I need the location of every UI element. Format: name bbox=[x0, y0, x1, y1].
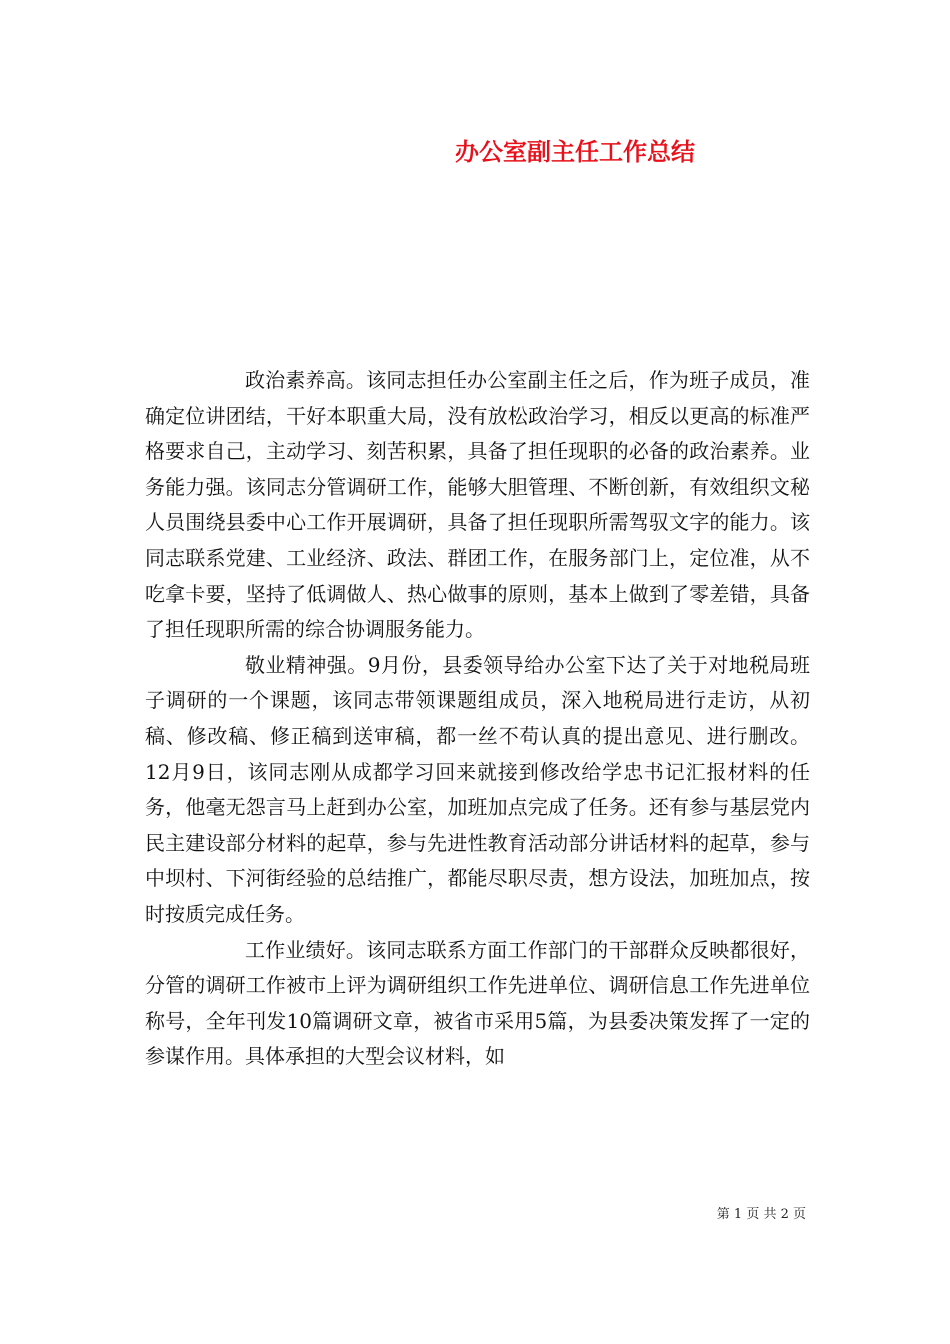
paragraph-work-performance: 工作业绩好。该同志联系方面工作部门的干部群众反映都很好，分管的调研工作被市上评为调研组织工作先进单位、调研信息工作先进单位称号，全年刊发10篇调研文章，被省市采用5篇，为县委决策发挥了一定的参谋作用。具体承担的大型会议材料，如 bbox=[145, 937, 810, 1069]
document-title: 办公室副主任工作总结 bbox=[455, 137, 695, 166]
document-body bbox=[145, 363, 810, 1075]
page-number-footer: 第 1 页 共 2 页 bbox=[716, 1207, 806, 1222]
paragraph-political-quality: 政治素养高。该同志担任办公室副主任之后，作为班子成员，准确定位讲团结，干好本职重大局，没有放松政治学习，相反以更高的标准严格要求自己，主动学习、刻苦积累，具备了担任现职的必备的政治素养。业务能力强。该同志分管调研工作，能够大胆管理、不断创新，有效组织文秘人员围绕县委中心工作开展调研，具备了担任现职所需驾驭文字的能力。该同志联系党建、工业经济、政法、群团工作，在服务部门上，定位准，从不吃拿卡要，坚持了低调做人、热心做事的原则，基本上做到了零差错，具备了担任现职所需的综合协调服务能力。 bbox=[145, 368, 810, 642]
paragraph-dedication: 敬业精神强。9月份，县委领导给办公室下达了关于对地税局班子调研的一个课题，该同志带领课题组成员，深入地税局进行走访，从初稿、修改稿、修正稿到送审稿，都一丝不苟认真的提出意见、进行删改。12月9日，该同志刚从成都学习回来就接到修改给学忠书记汇报材料的任务，他毫无怨言马上赶到办公室，加班加点完成了任务。还有参与基层党内民主建设部分材料的起草，参与先进性教育活动部分讲话材料的起草，参与中坝村、下河街经验的总结推广，都能尽职尽责，想方设法，加班加点，按时按质完成任务。 bbox=[145, 652, 810, 926]
